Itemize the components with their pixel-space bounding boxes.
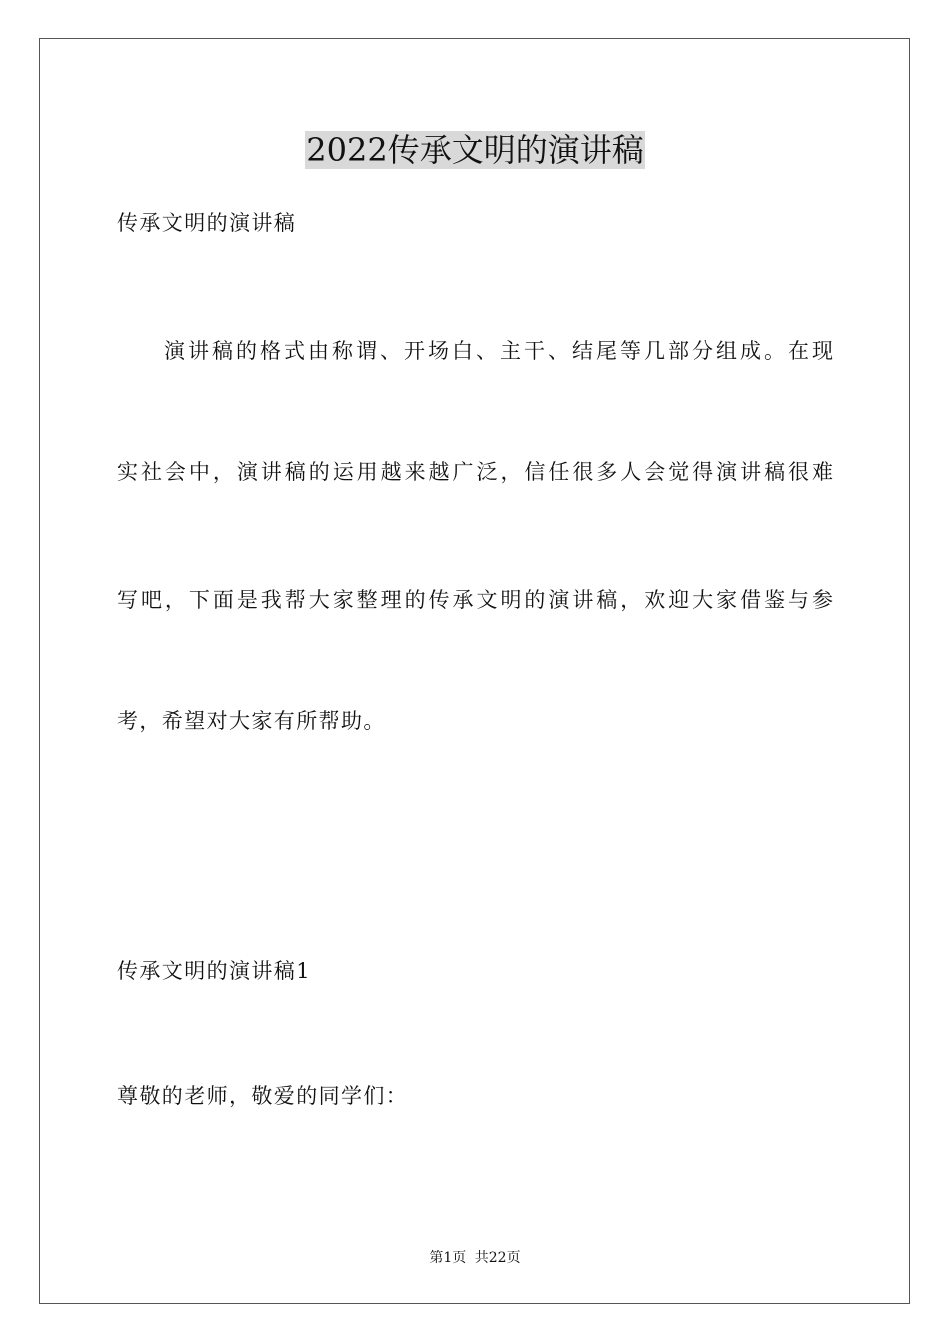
page-footer: [0, 1248, 950, 1268]
document-title-text: 2022传承文明的演讲稿: [306, 131, 644, 169]
document-title: [0, 126, 950, 174]
paragraph-line-2: 实社会中，演讲稿的运用越来越广泛，信任很多人会觉得演讲稿很难: [117, 460, 833, 484]
salutation: 尊敬的老师，敬爱的同学们：: [117, 1084, 409, 1108]
section-heading: 传承文明的演讲稿1: [117, 959, 311, 983]
document-subtitle: 传承文明的演讲稿: [117, 211, 297, 235]
paragraph-line-4: 考，希望对大家有所帮助。: [117, 709, 386, 733]
paragraph-line-3: 写吧，下面是我帮大家整理的传承文明的演讲稿，欢迎大家借鉴与参: [117, 588, 833, 612]
page-total: 共22页: [474, 1250, 521, 1266]
page-number: 第1页: [429, 1250, 467, 1266]
paragraph-line-1: 演讲稿的格式由称谓、开场白、主干、结尾等几部分组成。在现: [164, 339, 833, 363]
